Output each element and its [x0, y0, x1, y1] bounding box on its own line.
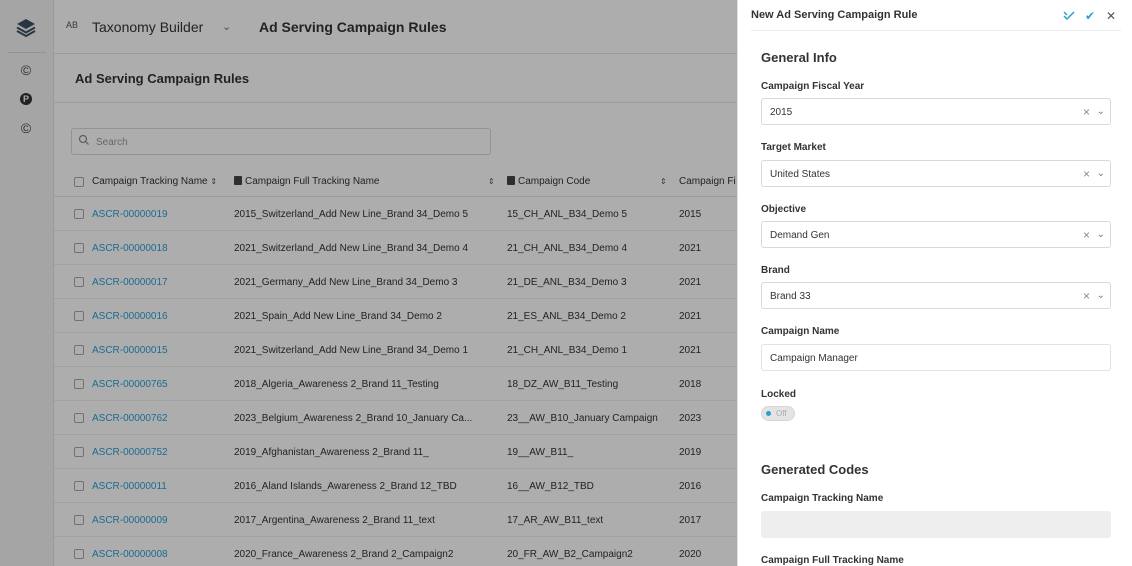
brand-value: Brand 33 — [770, 291, 811, 302]
panel-divider — [751, 30, 1121, 31]
table-cell: 2017 — [679, 515, 702, 526]
objective-label: Objective — [761, 204, 807, 215]
tracking-name-link[interactable]: ASCR-00000762 — [92, 413, 168, 424]
campaign-name-value: Campaign Manager — [770, 353, 858, 364]
column-header[interactable]: Campaign Code — [507, 176, 590, 187]
table-cell: 16__AW_B12_TBD — [507, 481, 594, 492]
tracking-name-link[interactable]: ASCR-00000016 — [92, 311, 168, 322]
tracking-name-link[interactable]: ASCR-00000752 — [92, 447, 168, 458]
table-cell: 2021 — [679, 277, 702, 288]
tracking-name-link[interactable]: ASCR-00000009 — [92, 515, 168, 526]
new-rule-panel — [737, 0, 1132, 566]
clear-icon[interactable]: × — [1082, 167, 1090, 181]
table-cell: 21_DE_ANL_B34_Demo 3 — [507, 277, 627, 288]
target-market-select[interactable] — [761, 160, 1111, 187]
table-cell: 2019_Afghanistan_Awareness 2_Brand 11_ — [234, 447, 429, 458]
tracking-name-link[interactable]: ASCR-00000019 — [92, 209, 168, 220]
table-cell: 2020_France_Awareness 2_Brand 2_Campaign2 — [234, 549, 454, 560]
table-cell: 2019 — [679, 447, 702, 458]
tracking-name-link[interactable]: ASCR-00000018 — [92, 243, 168, 254]
clear-icon[interactable]: × — [1082, 105, 1090, 119]
table-cell: 2018 — [679, 379, 702, 390]
table-cell: 2021_Germany_Add New Line_Brand 34_Demo 3 — [234, 277, 458, 288]
chevron-down-icon[interactable]: ⌄ — [1096, 168, 1105, 179]
table-cell: 20_FR_AW_B2_Campaign2 — [507, 549, 633, 560]
toggle-state: Off — [776, 409, 787, 418]
chevron-down-icon[interactable]: ⌄ — [1096, 106, 1105, 117]
chevron-down-icon[interactable]: ⌄ — [1096, 290, 1105, 301]
fiscal-year-label: Campaign Fiscal Year — [761, 81, 865, 92]
tracking-name-link[interactable]: ASCR-00000015 — [92, 345, 168, 356]
table-cell: 23__AW_B10_January Campaign — [507, 413, 658, 424]
generated-full-tracking-name-label: Campaign Full Tracking Name — [761, 555, 904, 566]
copyright-icon[interactable]: © — [20, 120, 32, 136]
table-cell: 19__AW_B11_ — [507, 447, 574, 458]
campaign-name-input[interactable] — [761, 344, 1111, 371]
table-cell: 2016_Aland Islands_Awareness 2_Brand 12_TBD — [234, 481, 457, 492]
column-header[interactable]: Campaign Fi — [679, 176, 736, 187]
brand-label: Brand — [761, 265, 790, 276]
app-switcher-icon[interactable]: AB — [66, 20, 79, 30]
sort-icon: ⇕ — [210, 177, 218, 186]
target-market-value: United States — [770, 169, 831, 180]
table-cell: 2017_Argentina_Awareness 2_Brand 11_text — [234, 515, 435, 526]
table-cell: 2016 — [679, 481, 702, 492]
page-title: Ad Serving Campaign Rules — [75, 71, 250, 86]
table-cell: 2015_Switzerland_Add New Line_Brand 34_Demo 5 — [234, 209, 469, 220]
app-name[interactable]: Taxonomy Builder — [92, 19, 204, 35]
objective-select[interactable] — [761, 221, 1111, 248]
clear-icon[interactable]: × — [1082, 289, 1090, 303]
target-market-label: Target Market — [761, 142, 826, 153]
table-cell: 21_ES_ANL_B34_Demo 2 — [507, 311, 626, 322]
table-cell: 18_DZ_AW_B11_Testing — [507, 379, 619, 390]
toggle-knob — [766, 411, 771, 416]
table-cell: 2023 — [679, 413, 702, 424]
close-icon[interactable]: ✕ — [1105, 9, 1117, 23]
section-title-generated-codes: Generated Codes — [761, 462, 869, 477]
tracking-name-link[interactable]: ASCR-00000765 — [92, 379, 168, 390]
brand-select[interactable] — [761, 282, 1111, 309]
column-header[interactable]: Campaign Full Tracking Name — [234, 176, 380, 187]
objective-value: Demand Gen — [770, 230, 830, 241]
table-cell: 21_CH_ANL_B34_Demo 1 — [507, 345, 628, 356]
sort-icon[interactable]: ⇕ — [488, 177, 495, 186]
table-cell: 2021_Switzerland_Add New Line_Brand 34_Demo 4 — [234, 243, 469, 254]
table-cell: 2021_Spain_Add New Line_Brand 34_Demo 2 — [234, 311, 442, 322]
chevron-down-icon[interactable]: ⌄ — [222, 21, 232, 33]
table-cell: 2015 — [679, 209, 702, 220]
table-cell: 2021 — [679, 345, 702, 356]
generated-tracking-name-field — [761, 511, 1111, 538]
save-and-new-icon[interactable] — [1062, 8, 1076, 24]
table-cell: 2023_Belgium_Awareness 2_Brand 10_January Ca... — [234, 413, 473, 424]
table-cell: 2021 — [679, 243, 702, 254]
check-icon[interactable]: ✔ — [1084, 9, 1096, 23]
fiscal-year-value: 2015 — [770, 107, 793, 118]
table-cell: 2021_Switzerland_Add New Line_Brand 34_Demo 1 — [234, 345, 469, 356]
tracking-name-link[interactable]: ASCR-00000011 — [92, 481, 167, 492]
table-cell: 2020 — [679, 549, 702, 560]
copyright-icon[interactable]: © — [20, 62, 32, 78]
generated-tracking-name-label: Campaign Tracking Name — [761, 493, 884, 504]
sort-icon[interactable]: ⇕ — [660, 177, 667, 186]
table-cell: 21_CH_ANL_B34_Demo 4 — [507, 243, 628, 254]
section-title-general-info: General Info — [761, 50, 837, 65]
locked-label: Locked — [761, 389, 797, 400]
table-cell: 2018_Algeria_Awareness 2_Brand 11_Testing — [234, 379, 439, 390]
campaign-name-label: Campaign Name — [761, 326, 840, 337]
table-cell: 2021 — [679, 311, 702, 322]
locked-toggle[interactable] — [761, 406, 795, 421]
table-cell: 17_AR_AW_B11_text — [507, 515, 604, 526]
table-cell: 15_CH_ANL_B34_Demo 5 — [507, 209, 628, 220]
column-header[interactable]: Campaign Tracking Name ⇕ — [92, 176, 218, 187]
p-badge-icon[interactable]: P — [20, 93, 32, 105]
page-name: Ad Serving Campaign Rules — [259, 19, 447, 35]
tracking-name-link[interactable]: ASCR-00000017 — [92, 277, 168, 288]
chevron-down-icon[interactable]: ⌄ — [1096, 229, 1105, 240]
panel-title: New Ad Serving Campaign Rule — [751, 9, 918, 21]
tracking-name-link[interactable]: ASCR-00000008 — [92, 549, 168, 560]
clear-icon[interactable]: × — [1082, 228, 1090, 242]
fiscal-year-select[interactable] — [761, 98, 1111, 125]
